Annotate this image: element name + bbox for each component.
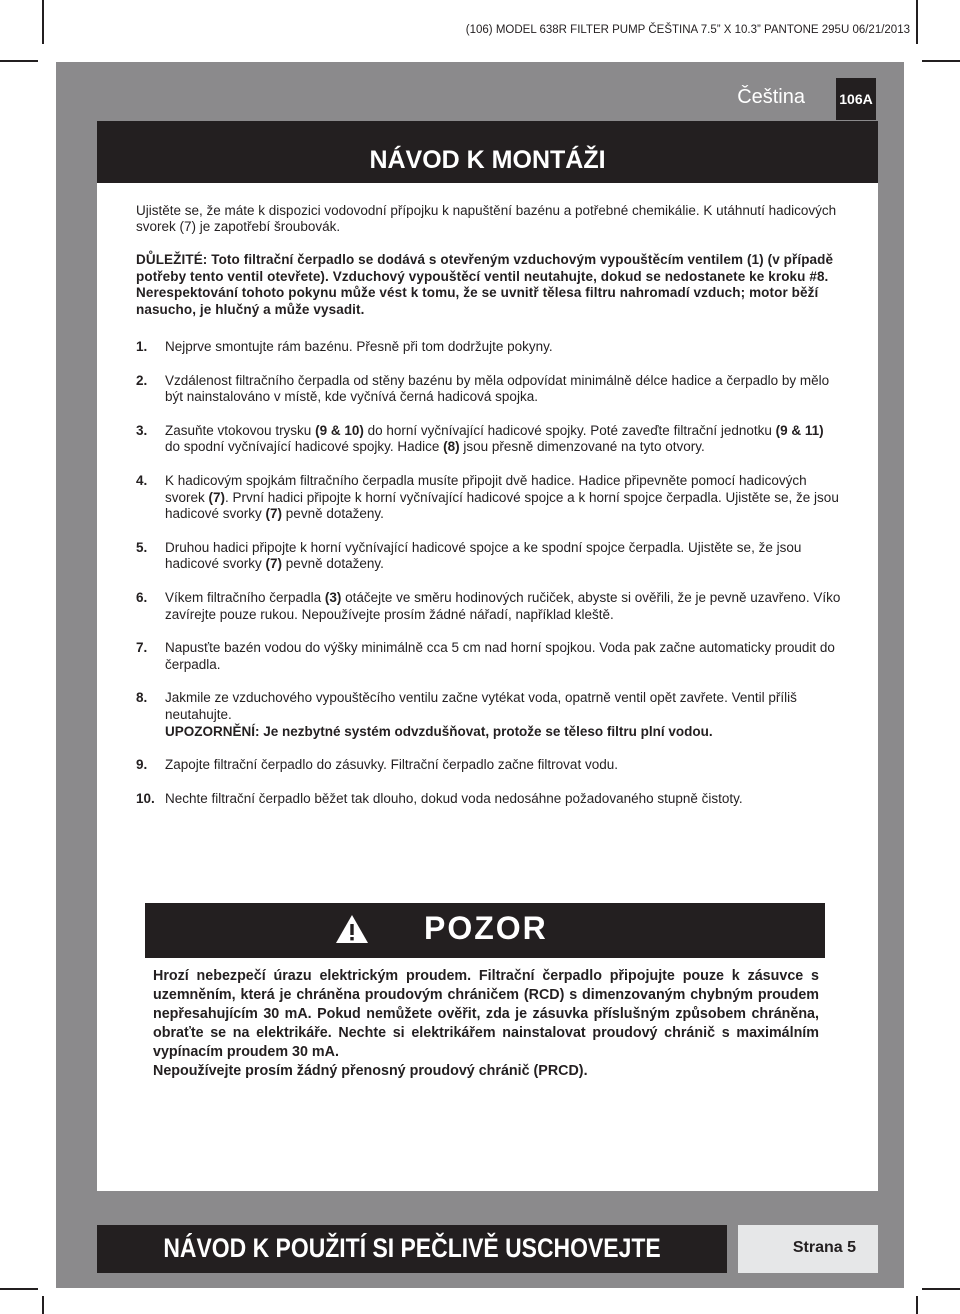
intro-paragraph: Ujistěte se, že máte k dispozici vodovodní přípojku k napuštění bazénu a potřebné chemikálie. K utáhnutí hadicových svorek (7) je zapotřebí šroubovák.: [136, 203, 837, 234]
step-number: 6.: [136, 589, 148, 605]
part-ref: (7): [265, 556, 283, 572]
step-text: Vzdálenost filtračního čerpadla od stěny bazénu by měla odpovídat minimálně délce hadice a čerpadlo by mělo být nainstalováno v místě, kde vyčnívá černá hadicová spojka.: [165, 372, 830, 405]
part-ref: (3): [324, 589, 342, 605]
list-item: [136, 757, 841, 774]
text-run: Druhou hadici připojte k horní vyčnívající hadicové spojce a ke spodní spojce čerpadla. Ujistěte se, že jsou hadicové svorky: [165, 539, 802, 572]
part-ref: (8): [443, 439, 460, 455]
warning-heading: POZOR: [424, 910, 548, 946]
step-number: 3.: [136, 422, 148, 438]
part-ref: (9 & 11): [775, 422, 824, 438]
part-ref: (7): [208, 489, 226, 505]
step-text: Napusťte bazén vodou do výšky minimálně cca 5 cm nad horní spojkou. Voda pak začne automaticky proudit do čerpadla.: [165, 640, 835, 672]
crop-mark-bottom-right-h: [922, 1288, 960, 1290]
list-item: [136, 590, 841, 623]
step-number: 4.: [136, 472, 148, 488]
step-number: 5.: [136, 539, 148, 555]
step-instruction: Jakmile ze vzduchového vypouštěcího ventilu začne vytékat voda, opatrně ventil opět zavřete. Ventil příliš neutahujte.: [165, 690, 797, 722]
crop-mark-bottom-left-h: [0, 1288, 38, 1290]
step-text: [165, 690, 841, 740]
warning-text: [153, 967, 819, 1082]
list-item: [136, 473, 841, 523]
text-run: do horní vyčnívající hadicové spojky. Poté zaveďte filtrační jednotku: [363, 422, 776, 438]
warning-triangle-icon: [335, 914, 369, 944]
crop-mark-bottom-right-v: [916, 1296, 918, 1314]
step-number: 8.: [136, 690, 148, 706]
text-run: pevně dotaženy.: [282, 506, 384, 522]
crop-mark-top-left-h: [0, 60, 38, 62]
step-text: Nejprve smontujte rám bazénu. Přesně při tom dodržujte pokyny.: [165, 339, 553, 354]
crop-mark-top-right-v: [916, 0, 918, 44]
text-run: otáčejte ve směru hodinových ručiček, abyste si ověřili, že je pevně uzavřeno. Víko zavírejte pouze rukou. Nepoužívejte prosím žádné nářadí, například kleště.: [165, 589, 841, 622]
crop-mark-top-left-v: [42, 0, 44, 44]
text-run: jsou přesně dimenzované na tyto otvory.: [459, 439, 705, 455]
print-header: (106) MODEL 638R FILTER PUMP ČEŠTINA 7.5” X 10.3” PANTONE 295U 06/21/2013: [465, 24, 910, 36]
text-run: do spodní vyčnívající hadicové spojky. Hadice: [165, 439, 444, 455]
warning-paragraph: Nepoužívejte prosím žádný přenosný proudový chránič (PRCD).: [153, 1063, 588, 1080]
steps-list: [136, 339, 841, 807]
crop-mark-bottom-left-v: [42, 1296, 44, 1314]
important-notice: DŮLEŽITÉ: Toto filtrační čerpadlo se dodává s otevřeným vzduchovým vypouštěcím ventilem (1) (v případě potřeby tento ventil otevřete). Vzduchový vypouštěcí ventil neutahujte, dokud se nedostanete ke kroku #8. Nerespektování tohoto pokynu může vést k tomu, že se uvnitř tělesa filtru nahromadí vzduch; motor běží nasucho, je hlučný a může vysadit.: [136, 252, 834, 317]
part-ref: (9 & 10): [315, 422, 364, 438]
warning-paragraph: Hrozí nebezpečí úrazu elektrickým proudem. Filtrační čerpadlo připojujte pouze k zásuvce s uzemněním, která je chráněna proudovým chráničem (RCD) s dimenzovaným chybným proudem nepřesahujícím 30 mA. Pokud nemůžete ověřit, zda je zásuvka příslušným způsobem chráněna, obraťte se na elektrikáře. Nechte si elektrikářem nainstalovat proudový chránič s maximálním vypínacím proudem 30 mA.: [153, 968, 819, 1061]
page-title: NÁVOD K MONTÁŽI: [369, 146, 606, 174]
step-number: 9.: [136, 757, 148, 773]
list-item: [136, 339, 841, 356]
language-label: Čeština: [737, 86, 805, 108]
step-text: [165, 473, 841, 523]
step-text: [165, 540, 841, 573]
step-number: 7.: [136, 640, 148, 656]
list-item: [136, 640, 841, 673]
page-tab: 106A: [836, 78, 876, 120]
list-item: [136, 423, 841, 456]
text-run: . První hadici připojte k horní vyčnívající hadicové spojce a k horní spojce čerpadla. Ujistěte se, že jsou hadicové svorky: [165, 489, 839, 522]
list-item: [136, 791, 841, 808]
footer-keep-notice: NÁVOD K POUŽITÍ SI PEČLIVĚ USCHOVEJTE: [163, 1233, 661, 1263]
list-item: [136, 373, 841, 406]
step-number: 2.: [136, 372, 148, 388]
text-run: Víkem filtračního čerpadla: [165, 589, 325, 605]
list-item: [136, 540, 841, 573]
text-run: K hadicovým spojkám filtračního čerpadla musíte připojit dvě hadice. Hadice připevněte pomocí hadicových svorek: [165, 472, 807, 505]
step-number: 10.: [136, 790, 155, 806]
step-warning: UPOZORNĚNÍ: Je nezbytné systém odvzdušňovat, protože se těleso filtru plní vodou.: [165, 723, 713, 739]
step-number: 1.: [136, 339, 148, 354]
crop-mark-top-right-h: [922, 60, 960, 62]
list-item: [136, 690, 841, 740]
step-text: [165, 590, 841, 623]
step-text: Nechte filtrační čerpadlo běžet tak dlouho, dokud voda nedosáhne požadovaného stupně čistoty.: [165, 790, 743, 806]
text-run: Zasuňte vtokovou trysku: [165, 422, 316, 438]
step-text: Zapojte filtrační čerpadlo do zásuvky. Filtrační čerpadlo začne filtrovat vodu.: [165, 757, 618, 773]
text-run: pevně dotaženy.: [282, 556, 384, 572]
step-text: [165, 423, 841, 456]
part-ref: (7): [265, 506, 283, 522]
page-number: Strana 5: [792, 1239, 856, 1256]
